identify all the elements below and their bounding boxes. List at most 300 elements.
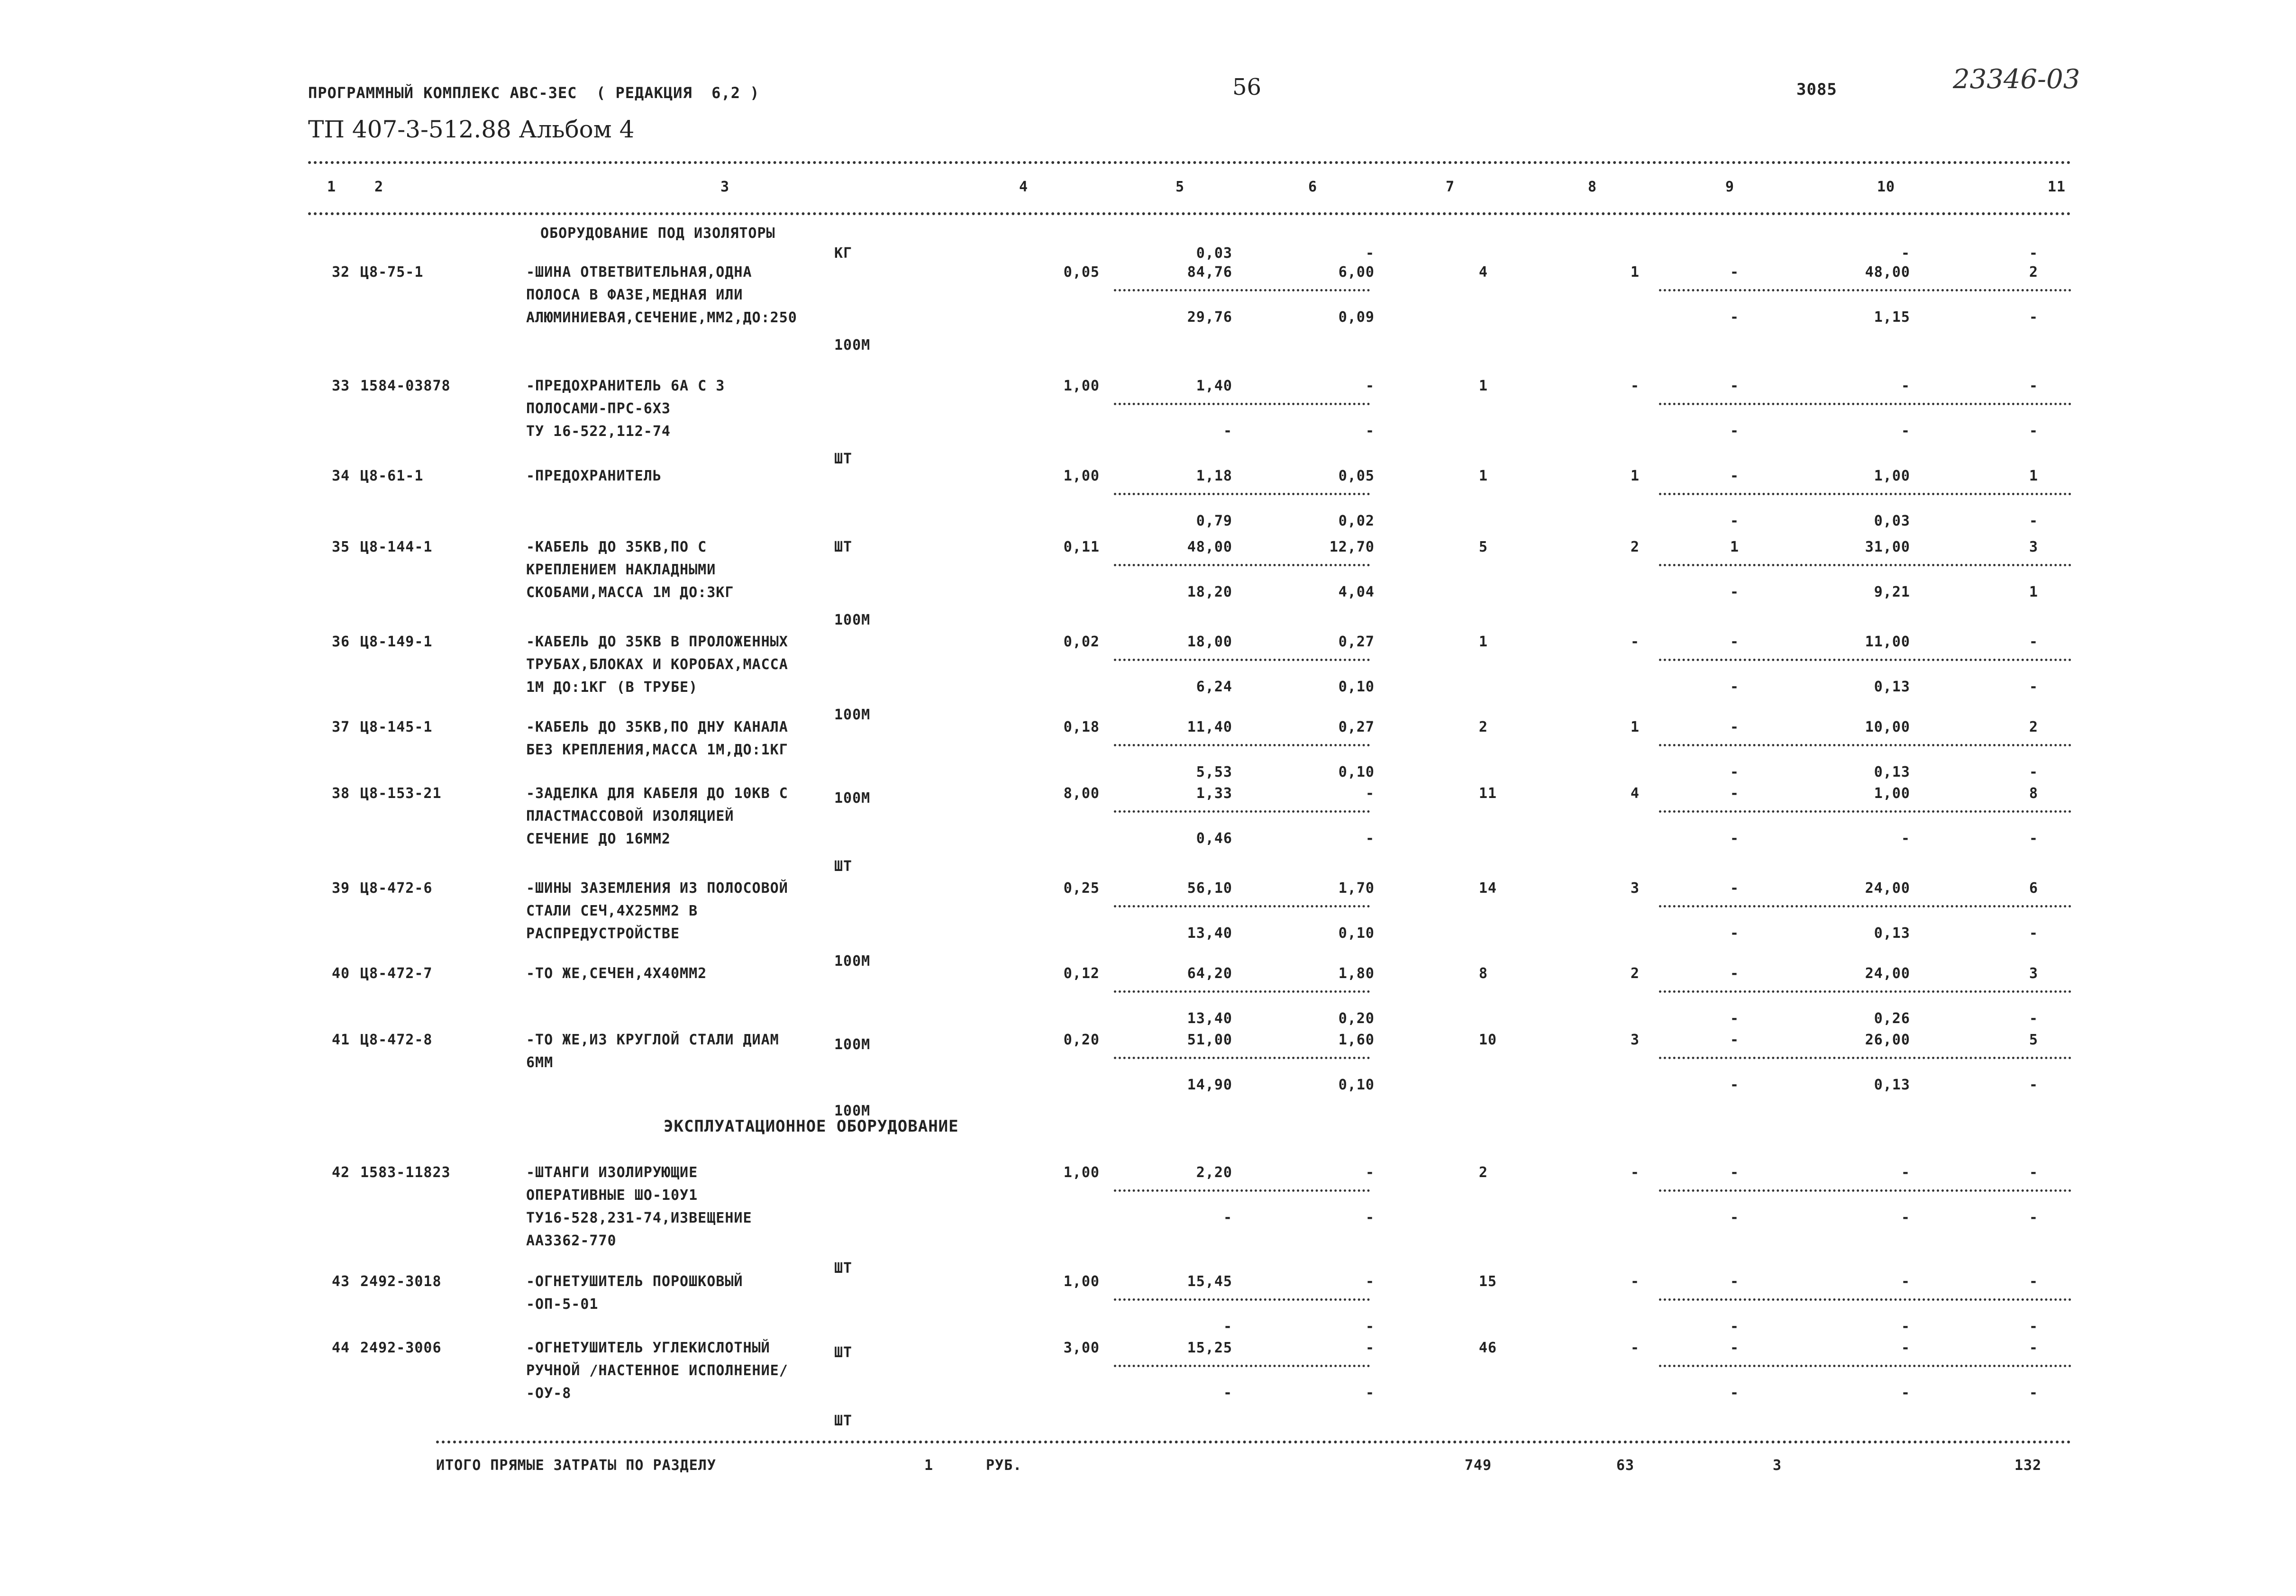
total-col11: 132 [2014,1457,2042,1474]
cell-col8: - [1631,1164,1640,1181]
cell-rule [1659,403,2071,405]
cell-col6: 6,00 [1338,264,1375,281]
cell-col4: 1,00 [1063,468,1100,484]
cell-col10-bottom: 0,26 [1874,1010,1910,1027]
row-number: 42 [332,1164,350,1181]
cell-col4: 0,20 [1063,1032,1100,1048]
cell-col5: 64,20 [1187,965,1232,982]
section-title-2: ЭКСПЛУАТАЦИОННОЕ ОБОРУДОВАНИЕ [664,1117,959,1136]
cell-col8: - [1631,1340,1640,1356]
cell-col6: 12,70 [1329,539,1375,555]
column-header-7: 7 [1446,179,1455,195]
row-description-line: ТУ 16-522,112-74 [526,423,671,440]
cell-col7: 46 [1479,1340,1497,1356]
cell-col9-bottom: - [1730,309,1740,326]
row-description-line: -ШИНА ОТВЕТВИТЕЛЬНАЯ,ОДНА [526,264,752,281]
unit-label: ШТ [834,858,853,875]
cell-col7: 10 [1479,1032,1497,1048]
row-description-line: -ОГНЕТУШИТЕЛЬ ПОРОШКОВЫЙ [526,1273,743,1290]
cell-col9-bottom: - [1730,830,1740,847]
cell-col9: - [1730,1032,1740,1048]
cell-col6: - [1365,1273,1375,1290]
cell-col5: 1,18 [1196,468,1232,484]
cell-col6: 1,70 [1338,880,1375,897]
cell-rule [1659,1057,2071,1059]
cell-col11: - [2029,1340,2038,1356]
cell-col6-bottom: 0,10 [1338,1077,1375,1093]
cell-rule [1659,659,2071,661]
row-description-line: 1М ДО:1КГ (В ТРУБЕ) [526,679,698,696]
cell-col9-bottom: - [1730,1010,1740,1027]
cell-col9: - [1730,634,1740,650]
cell-col6-bottom: - [1365,1385,1375,1401]
cell-col10: 1,00 [1874,785,1910,802]
cell-col11: - [2029,634,2038,650]
program-line: ПРОГРАММНЫЙ КОМПЛЕКС АВС-ЗЕС ( РЕДАКЦИЯ 6,2 ) [308,84,760,102]
cell-col10-top: - [1901,245,1910,262]
cell-col10: 24,00 [1865,965,1910,982]
unit-label: 100М [834,707,871,723]
column-header-5: 5 [1175,179,1185,195]
cell-col7: 2 [1479,1164,1488,1181]
total-col9: 3 [1773,1457,1782,1474]
column-header-1: 1 [327,179,337,195]
cell-rule [1114,744,1370,746]
cell-col5-bottom: 0,79 [1196,513,1232,529]
cell-col6-bottom: 0,10 [1338,679,1375,695]
cell-col5: 56,10 [1187,880,1232,897]
cell-col4: 0,25 [1063,880,1100,897]
row-description-line: КРЕПЛЕНИЕМ НАКЛАДНЫМИ [526,562,716,578]
cell-col7: 14 [1479,880,1497,897]
total-label: ИТОГО ПРЯМЫЕ ЗАТРАТЫ ПО РАЗДЕЛУ [436,1457,716,1474]
cell-col5: 15,25 [1187,1340,1232,1356]
cell-col6: 0,27 [1338,634,1375,650]
row-description-line: -ОУ-8 [526,1385,572,1402]
cell-col10: - [1901,378,1910,394]
cell-col11: - [2029,1273,2038,1290]
cell-col7: 5 [1479,539,1488,555]
cell-rule [1114,810,1370,813]
row-number: 37 [332,719,350,735]
cell-col8: 1 [1631,468,1640,484]
unit-label: ШТ [834,451,853,467]
row-description-line: -ПРЕДОХРАНИТЕЛЬ [526,468,662,484]
row-code: Ц8-149-1 [360,634,433,650]
cell-col8: - [1631,378,1640,394]
cell-col6: - [1365,378,1375,394]
cell-rule [1659,493,2071,495]
cell-col11-bottom: - [2029,513,2038,529]
cell-col11: 3 [2029,965,2038,982]
cell-col11-bottom: - [2029,679,2038,695]
cell-col11: - [2029,378,2038,394]
cell-col8: 3 [1631,1032,1640,1048]
cell-col7: 11 [1479,785,1497,802]
cell-col7: 1 [1479,468,1488,484]
row-code: 1584-03878 [360,378,451,394]
cell-col7: 4 [1479,264,1488,281]
row-description-line: РАСПРЕДУСТРОЙСТВЕ [526,925,680,942]
row-description-line: ПЛАСТМАССОВОЙ ИЗОЛЯЦИЕЙ [526,808,734,825]
cell-rule [1114,1189,1370,1192]
cell-col6-top: - [1365,245,1375,262]
column-header-9: 9 [1725,179,1735,195]
total-unit: РУБ. [986,1457,1022,1474]
cell-col10-bottom: 0,13 [1874,925,1910,942]
cell-col5: 18,00 [1187,634,1232,650]
row-code: Ц8-472-7 [360,965,433,982]
handwritten-doc-number: 23346-03 [1953,64,2080,95]
row-code: Ц8-153-21 [360,785,442,802]
cell-col6-bottom: 0,20 [1338,1010,1375,1027]
cell-col11-bottom: - [2029,830,2038,847]
cell-rule [1114,990,1370,993]
row-code: 2492-3006 [360,1340,442,1356]
cell-col11-top: - [2029,245,2038,262]
row-number: 40 [332,965,350,982]
cell-col5-bottom: - [1223,1318,1232,1335]
cell-rule [1114,1365,1370,1367]
cell-col4: 1,00 [1063,1273,1100,1290]
cell-rule [1114,905,1370,907]
row-description-line: -ПРЕДОХРАНИТЕЛЬ 6А С 3 [526,378,725,394]
cell-col5: 15,45 [1187,1273,1232,1290]
unit-label: КГ [834,245,853,262]
cell-col8: 2 [1631,539,1640,555]
cell-col9-bottom: - [1730,764,1740,780]
total-col8: 63 [1616,1457,1635,1474]
cell-rule [1114,1298,1370,1301]
unit-label: ШТ [834,1413,853,1429]
cell-col10-bottom: - [1901,1318,1910,1335]
cell-rule [1659,744,2071,746]
column-header-4: 4 [1019,179,1029,195]
cell-col11-bottom: - [2029,925,2038,942]
row-description-line: -ОП-5-01 [526,1296,599,1313]
cell-col9-bottom: - [1730,679,1740,695]
section-title: ОБОРУДОВАНИЕ ПОД ИЗОЛЯТОРЫ [540,225,775,242]
column-header-11: 11 [2048,179,2066,195]
row-code: Ц8-472-6 [360,880,433,897]
cell-col8: - [1631,634,1640,650]
cell-col7: 8 [1479,965,1488,982]
cell-col9-bottom: - [1730,1318,1740,1335]
row-description-line: СКОБАМИ,МАССА 1М ДО:3КГ [526,584,734,601]
cell-col4: 0,02 [1063,634,1100,650]
row-description-line: -КАБЕЛЬ ДО 35КВ,ПО ДНУ КАНАЛА [526,719,788,735]
row-code: Ц8-61-1 [360,468,424,484]
cell-col11: 5 [2029,1032,2038,1048]
cell-col6: 1,60 [1338,1032,1375,1048]
cell-col6-bottom: 0,10 [1338,925,1375,942]
cell-rule [1659,1298,2071,1301]
cell-col7: 1 [1479,378,1488,394]
cell-col9: - [1730,264,1740,281]
cell-col11: 8 [2029,785,2038,802]
row-description-line: ПОЛОСАМИ-ПРС-6Х3 [526,400,671,417]
album-line: ТП 407-3-512.88 Альбом 4 [308,116,635,143]
cell-col4: 8,00 [1063,785,1100,802]
cell-col5-bottom: - [1223,1385,1232,1401]
cell-col8: 3 [1631,880,1640,897]
cell-col5-bottom: - [1223,1209,1232,1226]
column-header-8: 8 [1588,179,1597,195]
cell-col9: - [1730,1273,1740,1290]
cell-col4: 3,00 [1063,1340,1100,1356]
code-number: 3085 [1796,80,1837,99]
cell-col6-bottom: 0,10 [1338,764,1375,780]
cell-col5-bottom: - [1223,423,1232,439]
cell-col9: - [1730,1164,1740,1181]
unit-label: ШТ [834,1344,853,1361]
cell-col11-bottom: - [2029,1077,2038,1093]
row-description-line: 6ММ [526,1054,554,1071]
cell-rule [1659,564,2071,566]
total-section: 1 [924,1457,934,1474]
cell-rule [1114,659,1370,661]
cell-col9-bottom: - [1730,584,1740,600]
cell-col6-bottom: - [1365,1209,1375,1226]
header-rule-bottom [308,212,2071,215]
total-rule [436,1441,2071,1443]
cell-col5: 1,40 [1196,378,1232,394]
cell-rule [1659,1365,2071,1367]
cell-col9: 1 [1730,539,1740,555]
cell-col10-bottom: 0,13 [1874,764,1910,780]
cell-col10-bottom: - [1901,830,1910,847]
cell-col6: 1,80 [1338,965,1375,982]
cell-col11-bottom: - [2029,1318,2038,1335]
row-description-line: РУЧНОЙ /НАСТЕННОЕ ИСПОЛНЕНИЕ/ [526,1362,788,1379]
cell-rule [1659,990,2071,993]
row-number: 43 [332,1273,350,1290]
cell-col5-bottom: 18,20 [1187,584,1232,600]
cell-col4: 1,00 [1063,1164,1100,1181]
cell-col6: - [1365,785,1375,802]
cell-col6-bottom: 0,09 [1338,309,1375,326]
cell-col11-bottom: - [2029,309,2038,326]
row-number: 32 [332,264,350,281]
cell-col9: - [1730,1340,1740,1356]
cell-col4: 0,05 [1063,264,1100,281]
cell-col9: - [1730,880,1740,897]
unit-label: 100М [834,1103,871,1119]
cell-rule [1114,403,1370,405]
cell-col11-bottom: - [2029,1010,2038,1027]
cell-col10-bottom: 0,13 [1874,679,1910,695]
cell-col4: 0,11 [1063,539,1100,555]
cell-col10: 26,00 [1865,1032,1910,1048]
cell-rule [1114,493,1370,495]
cell-col7: 15 [1479,1273,1497,1290]
row-number: 44 [332,1340,350,1356]
cell-col10: - [1901,1164,1910,1181]
row-code: 2492-3018 [360,1273,442,1290]
cell-col5: 51,00 [1187,1032,1232,1048]
cell-col10-bottom: - [1901,1209,1910,1226]
unit-label: 100М [834,953,871,970]
cell-col5-bottom: 13,40 [1187,1010,1232,1027]
row-description-line: ТРУБАХ,БЛОКАХ И КОРОБАХ,МАССА [526,656,788,673]
row-code: Ц8-144-1 [360,539,433,555]
cell-col5: 84,76 [1187,264,1232,281]
cell-col6-bottom: 0,02 [1338,513,1375,529]
cell-col6: - [1365,1340,1375,1356]
row-description-line: ТУ16-528,231-74,ИЗВЕЩЕНИЕ [526,1210,752,1226]
unit-label: ШТ [834,1260,853,1277]
cell-col5: 48,00 [1187,539,1232,555]
row-description-line: СТАЛИ СЕЧ,4Х25ММ2 В [526,903,698,919]
unit-label: 100М [834,790,871,807]
row-description-line: СЕЧЕНИЕ ДО 16ММ2 [526,831,671,847]
header-rule-top [308,161,2071,164]
cell-col9-bottom: - [1730,925,1740,942]
cell-col11: 1 [2029,468,2038,484]
row-code: Ц8-75-1 [360,264,424,281]
cell-col10-bottom: 1,15 [1874,309,1910,326]
row-description-line: БЕЗ КРЕПЛЕНИЯ,МАССА 1М,ДО:1КГ [526,742,788,758]
cell-col9: - [1730,785,1740,802]
cell-col5-bottom: 14,90 [1187,1077,1232,1093]
row-number: 38 [332,785,350,802]
cell-col5: 11,40 [1187,719,1232,735]
cell-col9-bottom: - [1730,513,1740,529]
cell-col11: 2 [2029,264,2038,281]
total-col7: 749 [1465,1457,1492,1474]
row-number: 41 [332,1032,350,1048]
cell-col9: - [1730,378,1740,394]
column-header-2: 2 [374,179,384,195]
cell-rule [1659,905,2071,907]
cell-col10: 1,00 [1874,468,1910,484]
cell-rule [1659,1189,2071,1192]
row-description-line: ПОЛОСА В ФАЗЕ,МЕДНАЯ ИЛИ [526,287,743,303]
cell-col11-bottom: - [2029,1385,2038,1401]
cell-col11: 3 [2029,539,2038,555]
row-description-line: -ЗАДЕЛКА ДЛЯ КАБЕЛЯ ДО 10КВ С [526,785,788,802]
row-number: 39 [332,880,350,897]
cell-col5-bottom: 6,24 [1196,679,1232,695]
unit-label: 100М [834,612,871,628]
cell-col10-bottom: - [1901,1385,1910,1401]
cell-col10: - [1901,1273,1910,1290]
cell-col10-bottom: 9,21 [1874,584,1910,600]
cell-col6-bottom: 4,04 [1338,584,1375,600]
unit-label: 100М [834,337,871,354]
cell-rule [1659,289,2071,291]
cell-col9: - [1730,468,1740,484]
row-description-line: АА3362-770 [526,1233,617,1249]
row-description-line: -ТО ЖЕ,СЕЧЕН,4Х40ММ2 [526,965,707,982]
cell-col10: 48,00 [1865,264,1910,281]
cell-col8: - [1631,1273,1640,1290]
cell-col9-bottom: - [1730,1209,1740,1226]
row-number: 33 [332,378,350,394]
unit-label: 100М [834,1036,871,1053]
row-code: Ц8-145-1 [360,719,433,735]
cell-col11: - [2029,1164,2038,1181]
cell-col4: 1,00 [1063,378,1100,394]
cell-col10-bottom: - [1901,423,1910,439]
cell-col9-bottom: - [1730,1077,1740,1093]
cell-col4: 0,18 [1063,719,1100,735]
cell-col9-bottom: - [1730,423,1740,439]
cell-col6: - [1365,1164,1375,1181]
row-description-line: -КАБЕЛЬ ДО 35КВ В ПРОЛОЖЕННЫХ [526,634,788,650]
cell-col10: 24,00 [1865,880,1910,897]
cell-col5-bottom: 29,76 [1187,309,1232,326]
cell-col5-bottom: 0,46 [1196,830,1232,847]
row-description-line: -ШИНЫ ЗАЗЕМЛЕНИЯ ИЗ ПОЛОСОВОЙ [526,880,788,897]
cell-col10: 31,00 [1865,539,1910,555]
row-description-line: ОПЕРАТИВНЫЕ ШО-10У1 [526,1187,698,1204]
cell-col10-bottom: 0,13 [1874,1077,1910,1093]
row-description-line: -ШТАНГИ ИЗОЛИРУЮЩИЕ [526,1164,698,1181]
cell-col10: - [1901,1340,1910,1356]
row-number: 35 [332,539,350,555]
row-number: 36 [332,634,350,650]
cell-col8: 1 [1631,719,1640,735]
page-number: 56 [1232,74,1262,100]
cell-col7: 1 [1479,634,1488,650]
cell-col5: 2,20 [1196,1164,1232,1181]
row-code: Ц8-472-8 [360,1032,433,1048]
cell-col6-bottom: - [1365,830,1375,847]
cell-col10-bottom: 0,03 [1874,513,1910,529]
row-number: 34 [332,468,350,484]
cell-col5-bottom: 13,40 [1187,925,1232,942]
cell-rule [1114,1057,1370,1059]
column-header-6: 6 [1308,179,1318,195]
cell-col7: 2 [1479,719,1488,735]
cell-col11-bottom: - [2029,1209,2038,1226]
cell-rule [1114,289,1370,291]
cell-col11: 2 [2029,719,2038,735]
cell-col6-bottom: - [1365,1318,1375,1335]
row-code: 1583-11823 [360,1164,451,1181]
cell-col6: 0,27 [1338,719,1375,735]
row-description-line: -ТО ЖЕ,ИЗ КРУГЛОЙ СТАЛИ ДИАМ [526,1032,779,1048]
cell-col5-top: 0,03 [1196,245,1232,262]
cell-col11-bottom: - [2029,764,2038,780]
row-description-line: АЛЮМИНИЕВАЯ,СЕЧЕНИЕ,ММ2,ДО:250 [526,309,797,326]
unit-label: ШТ [834,539,853,555]
cell-col11-bottom: 1 [2029,584,2038,600]
cell-col8: 4 [1631,785,1640,802]
row-description-line: -КАБЕЛЬ ДО 35КВ,ПО С [526,539,707,555]
cell-col5: 1,33 [1196,785,1232,802]
cell-rule [1114,564,1370,566]
cell-col9: - [1730,719,1740,735]
cell-col6-bottom: - [1365,423,1375,439]
cell-col4: 0,12 [1063,965,1100,982]
cell-col6: 0,05 [1338,468,1375,484]
cell-col10: 11,00 [1865,634,1910,650]
cell-col8: 1 [1631,264,1640,281]
cell-col11: 6 [2029,880,2038,897]
cell-col8: 2 [1631,965,1640,982]
row-description-line: -ОГНЕТУШИТЕЛЬ УГЛЕКИСЛОТНЫЙ [526,1340,770,1356]
column-header-3: 3 [720,179,730,195]
cell-col5-bottom: 5,53 [1196,764,1232,780]
cell-col10: 10,00 [1865,719,1910,735]
cell-col9: - [1730,965,1740,982]
cell-col11-bottom: - [2029,423,2038,439]
column-header-10: 10 [1877,179,1895,195]
cell-col9-bottom: - [1730,1385,1740,1401]
cell-rule [1659,810,2071,813]
